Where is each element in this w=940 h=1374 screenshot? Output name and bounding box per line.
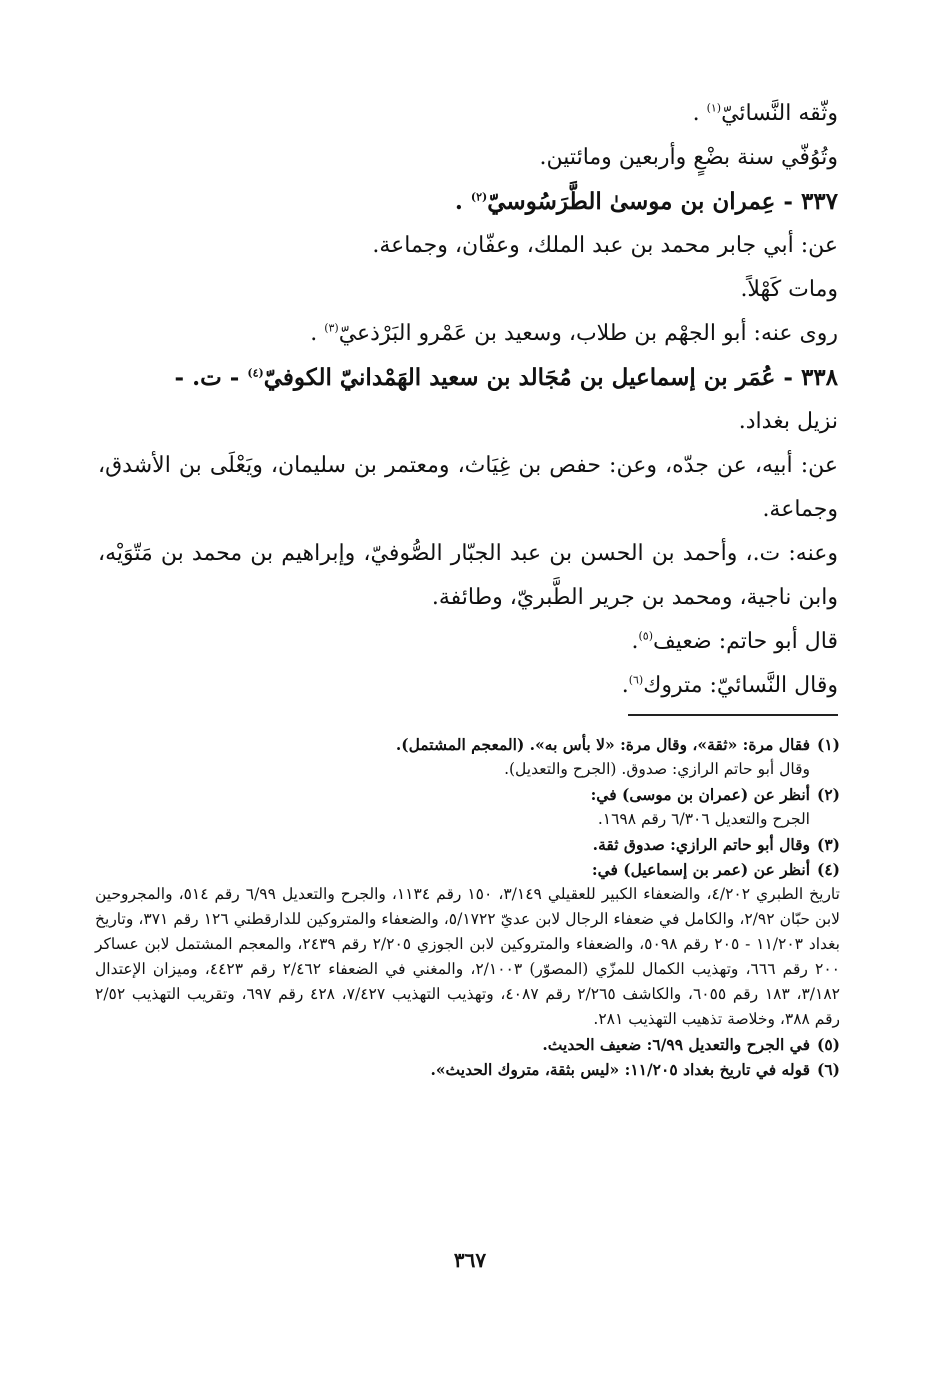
- entry-338-anhu: وعنه: ت.، وأحمد بن الحسن بن عبد الجبّار الصُّوفيّ، وإبراهيم بن محمد بن مَتّوَيْه، وابن ناجية، ومحمد بن جرير الطَّبريّ، وطائفة.: [98, 541, 838, 610]
- footnote-1: [95, 732, 840, 757]
- entry-337-rawa: روى عنه: أبو الجهْم بن طلاب، وسعيد بن عَمْرو البَرْذعيّ$^{(٣)}$ .: [310, 321, 838, 346]
- footnote-ref[interactable]: (٥): [638, 629, 654, 643]
- main-text: [98, 92, 838, 708]
- entry-337-an: عن: أبي جابر محمد بن عبد الملك، وعفّان، وجماعة.: [372, 233, 838, 258]
- footnote-ref[interactable]: (٢): [470, 190, 488, 204]
- footnote-3: [95, 832, 840, 857]
- footnote-ref[interactable]: (٦): [628, 673, 644, 687]
- footnote-ref[interactable]: (١): [706, 101, 722, 115]
- footnote-number: (٢): [816, 785, 840, 804]
- footnote-ref[interactable]: (٤): [247, 366, 264, 380]
- footnote-number: (٦): [816, 1060, 840, 1079]
- footnotes: [95, 732, 840, 1082]
- footnote-number: (٥): [816, 1035, 840, 1054]
- entry-338-nasai: وقال النَّسائيّ: متروك$^{(٦)}$.: [621, 673, 838, 698]
- text-line: وثّقه النَّسائيّ$^{(١)}$ .: [692, 101, 838, 126]
- footnote-number: (٣): [816, 835, 840, 854]
- footnote-text: الجرح والتعديل ٦/٣٠٦ رقم ١٦٩٨.: [597, 810, 810, 828]
- footnote-5: [95, 1032, 840, 1057]
- footnote-text: وقال أبو حاتم الرازي: صدوق. (الجرح والتعديل).: [504, 760, 810, 778]
- entry-338-abuhatim: قال أبو حاتم: ضعيف$^{(٥)}$.: [631, 629, 838, 654]
- footnote-2: [95, 782, 840, 807]
- footnote-4: [95, 857, 840, 882]
- footnote-6: [95, 1057, 840, 1082]
- footnote-text: فقال مرة: «ثقة»، وقال مرة: «لا بأس به». (المعجم المشتمل).: [395, 735, 810, 754]
- entry-337-death: ومات كَهْلاً.: [740, 277, 838, 302]
- entry-338-heading: ٣٣٨ - عُمَر بن إسماعيل بن مُجَالد بن سعيد الهَمْدانيّ الكوفيّ$^{(٤)}$ - ت. -: [174, 364, 838, 391]
- entry-338-an: عن: أبيه، عن جدّه، وعن: حفص بن غِيَاث، ومعتمر بن سليمان، ويَعْلَى بن الأشدق، وجماعة.: [98, 453, 838, 522]
- entry-338-nazil: نزيل بغداد.: [738, 409, 838, 434]
- footnote-text: أنظر عن (عمر بن إسماعيل) في:: [591, 860, 810, 879]
- page-number: ٣٦٧: [453, 1248, 487, 1272]
- footnote-number: (٤): [816, 860, 840, 879]
- entry-337-heading: ٣٣٧ - عِمران بن موسىٰ الطَّرَسُوسيّ$^{(٢)}$ .: [454, 188, 838, 215]
- footnote-number: (١): [816, 735, 840, 754]
- footnote-divider: [628, 714, 838, 716]
- text-line: وتُوُفّي سنة بضْعٍ وأربعين ومائتين.: [539, 145, 838, 170]
- footnote-text: قوله في تاريخ بغداد ١١/٢٠٥: «ليس بثقة، متروك الحديث».: [430, 1060, 810, 1079]
- footnote-text: وقال أبو حاتم الرازي: صدوق ثقة.: [592, 835, 810, 854]
- footnote-text: أنظر عن (عمران بن موسى) في:: [590, 785, 810, 804]
- footnote-references: تاريخ الطبري ٤/٢٠٢، والضعفاء الكبير للعقيلي ٣/١٤٩، ١٥٠ رقم ١١٣٤، والجرح والتعديل ٦/٩٩ رقم ٥١٤، والمجروحين لابن حبّان ٢/٩٢، والكامل في ضعفاء الرجال لابن عديّ ٥/١٧٢٢، والضعفاء والمتروكين للدارقطني ١٢٦ رقم ٣٧١، وتاريخ بغداد ١١/٢٠٣ - ٢٠٥ رقم ٥٠٩٨، والضعفاء والمتروكين لابن الجوزي ٢/٢٠٥ رقم ٢٤٣٩، والمعجم المشتمل لابن عساكر ٢٠٠ رقم ٦٦٦، وتهذيب الكمال للمزّي (المصوّر) ٢/١٠٠٣، والمغني في الضعفاء ٢/٤٦٢ رقم ٤٤٢٣، وميزان الإعتدال ٣/١٨٢، ١٨٣ رقم ٦٠٥٥، والكاشف ٢/٢٦٥ رقم ٤٠٨٧، وتهذيب التهذيب ٧/٤٢٧، ٤٢٨ رقم ٦٩٧، وتقريب التهذيب ٢/٥٢ رقم ٣٨٨، وخلاصة تذهيب التهذيب ٢٨١.: [95, 885, 840, 1028]
- footnote-text: في الجرح والتعديل ٦/٩٩: ضعيف الحديث.: [542, 1035, 810, 1054]
- footnote-ref[interactable]: (٣): [324, 321, 339, 335]
